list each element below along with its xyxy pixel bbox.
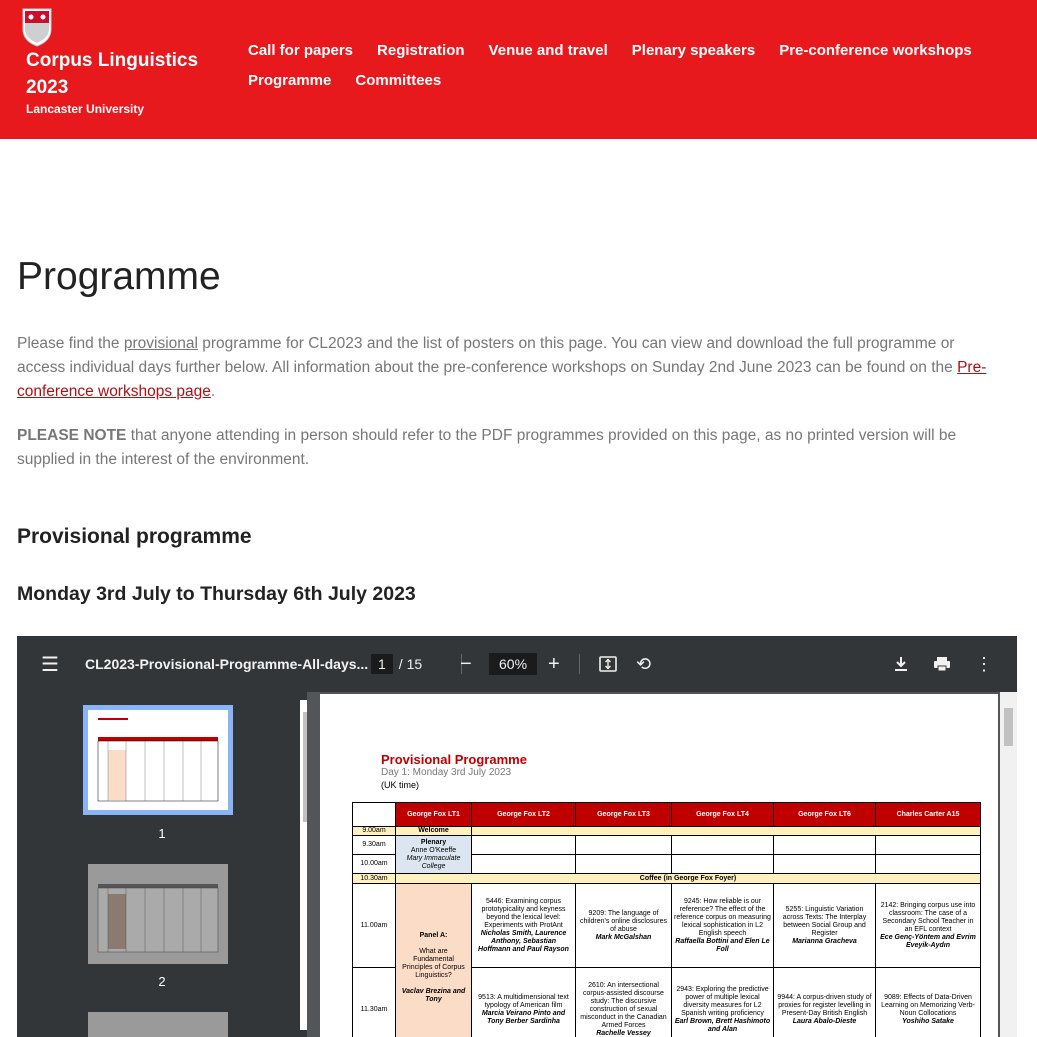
nav-call-for-papers[interactable]: Call for papers: [248, 42, 354, 59]
table-header-row: [353, 803, 981, 827]
zoom-level[interactable]: 60%: [489, 636, 537, 692]
provisional-text: provisional: [123, 335, 198, 352]
page-total: / 15: [398, 656, 423, 672]
nav-pre-conference-workshops[interactable]: Pre-conference workshops: [779, 42, 972, 59]
section-title: Provisional programme: [17, 525, 252, 548]
pdf-toolbar: [17, 636, 1017, 692]
pdf-viewer: [17, 636, 1017, 1037]
nav-programme[interactable]: Programme: [248, 72, 332, 89]
pdf-timezone: (UK time): [381, 780, 419, 790]
zoom-out-icon[interactable]: −: [460, 652, 472, 675]
pdf-page: [320, 694, 998, 1037]
print-icon[interactable]: [933, 636, 951, 692]
room-header: George Fox LT6: [774, 803, 876, 827]
room-header: George Fox LT4: [672, 803, 774, 827]
nav-venue-and-travel[interactable]: Venue and travel: [488, 42, 608, 59]
pdf-scrollbar[interactable]: [1000, 692, 1017, 1037]
page-thumbnail[interactable]: [88, 710, 228, 810]
room-header: Charles Carter A15: [876, 803, 981, 827]
zoom-in-icon[interactable]: +: [548, 652, 560, 675]
table-row: 10.30am Coffee (in George Fox Foyer): [353, 874, 981, 884]
table-row: 11.30am 9513: A multidimensional text typology of American film Marcia Veirano Pinto and Tony Berber Sardinha 2610: An intersectional corpus-assisted discourse study: The discursive construction of sexual misconduct in the Canadian Armed Forces Rachelle Vessey 2943: Exploring the predictive power of multiple lexical diversity measures for L2 Spanish writing proficiency Earl Brown, Brett Hashimoto and Alan 9944: A corpus-driven study of proxies for register levelling in Present-Day British English Laura Abalo-Dieste 9089: Effects of Data-Driven Learning on Memorizing Verb-Noun Collocations Yoshiho Satake: [353, 968, 981, 1037]
room-header: George Fox LT3: [576, 803, 672, 827]
thumbnail-preview: [88, 710, 228, 810]
nav-registration[interactable]: Registration: [377, 42, 465, 59]
intro-paragraph: Please find the provisional programme for CL2023 and the list of posters on this page. You can view and download the full programme or access individual days further below. All information about the pre-conference workshops on Sunday 2nd June 2023 can be found on the Pre-conference workshops page.: [17, 335, 987, 400]
site-header: [0, 0, 1037, 139]
site-title[interactable]: Corpus Linguistics 2023: [26, 50, 199, 98]
thumbnail-sidebar: [17, 692, 307, 1037]
pdf-programme-title: Provisional Programme: [381, 752, 527, 767]
university-crest-icon[interactable]: [21, 7, 53, 47]
nav-committees[interactable]: Committees: [355, 72, 442, 89]
fit-page-icon[interactable]: [599, 636, 617, 692]
page-thumbnail[interactable]: [88, 864, 228, 964]
note-paragraph: PLEASE NOTE that anyone attending in person should refer to the PDF programmes provided on this page, as no printed version will be supplied in the interest of the environment.: [17, 427, 957, 468]
page-indicator: [371, 636, 422, 692]
table-row: 10.00am: [353, 855, 981, 874]
workshops-page-link[interactable]: Pre-conference workshops page: [17, 359, 987, 400]
rotate-icon[interactable]: ⟲: [636, 653, 652, 674]
download-icon[interactable]: [894, 636, 908, 692]
room-header: George Fox LT1: [396, 803, 472, 827]
site-subtitle: Lancaster University: [26, 102, 145, 116]
page-thumbnail[interactable]: [88, 1012, 228, 1037]
menu-icon[interactable]: ☰: [41, 653, 59, 676]
table-row: 9.00am Welcome: [353, 827, 981, 836]
page-number-input[interactable]: 1: [371, 654, 393, 674]
pdf-day-title: Day 1: Monday 3rd July 2023: [381, 767, 512, 778]
thumbnail-preview: [88, 864, 228, 964]
pdf-page-area: [307, 692, 1017, 1037]
thumbnail-number: 1: [158, 826, 166, 841]
main-nav: [248, 36, 1028, 96]
page-title: Programme: [17, 255, 221, 298]
subsection-title: Monday 3rd July to Thursday 6th July 2023: [17, 583, 416, 605]
table-row: 9.30am Plenary Anne O'Keeffe Mary Immaculate College: [353, 836, 981, 855]
table-row: 11.00am Panel A: What are Fundamental Principles of Corpus Linguistics? Vaclav Brezina and Tony 5446: Examining corpus prototypicality and keyness beyond the lexical level: Experiments with ProtAnt Nicholas Smith, Laurence Anthony, Sebastian Hoffmann and Paul Rayson 9209: The language of children's online disclosures of abuse Mark McGalshan 9245: How reliable is our reference? The effect of the reference corpus on measuring lexical sophistication in L2 English speech Raffaella Bottini and Elen Le Foll 5255: Linguistic Variation across Texts: The Interplay between Social Group and Register Marianna Gracheva 2142: Bringing corpus use into classroom: The case of a Secondary School Teacher in an EFL context Ece Genç-Yöntem and Evrim Eveyik-Aydın: [353, 884, 981, 968]
thumbnail-number: 2: [158, 974, 166, 989]
room-header: George Fox LT2: [472, 803, 576, 827]
nav-plenary-speakers[interactable]: Plenary speakers: [631, 42, 756, 59]
pdf-file-title: CL2023-Provisional-Programme-All-days...: [85, 656, 369, 672]
schedule-table: [352, 802, 981, 1037]
more-options-icon[interactable]: ⋮: [975, 653, 993, 674]
